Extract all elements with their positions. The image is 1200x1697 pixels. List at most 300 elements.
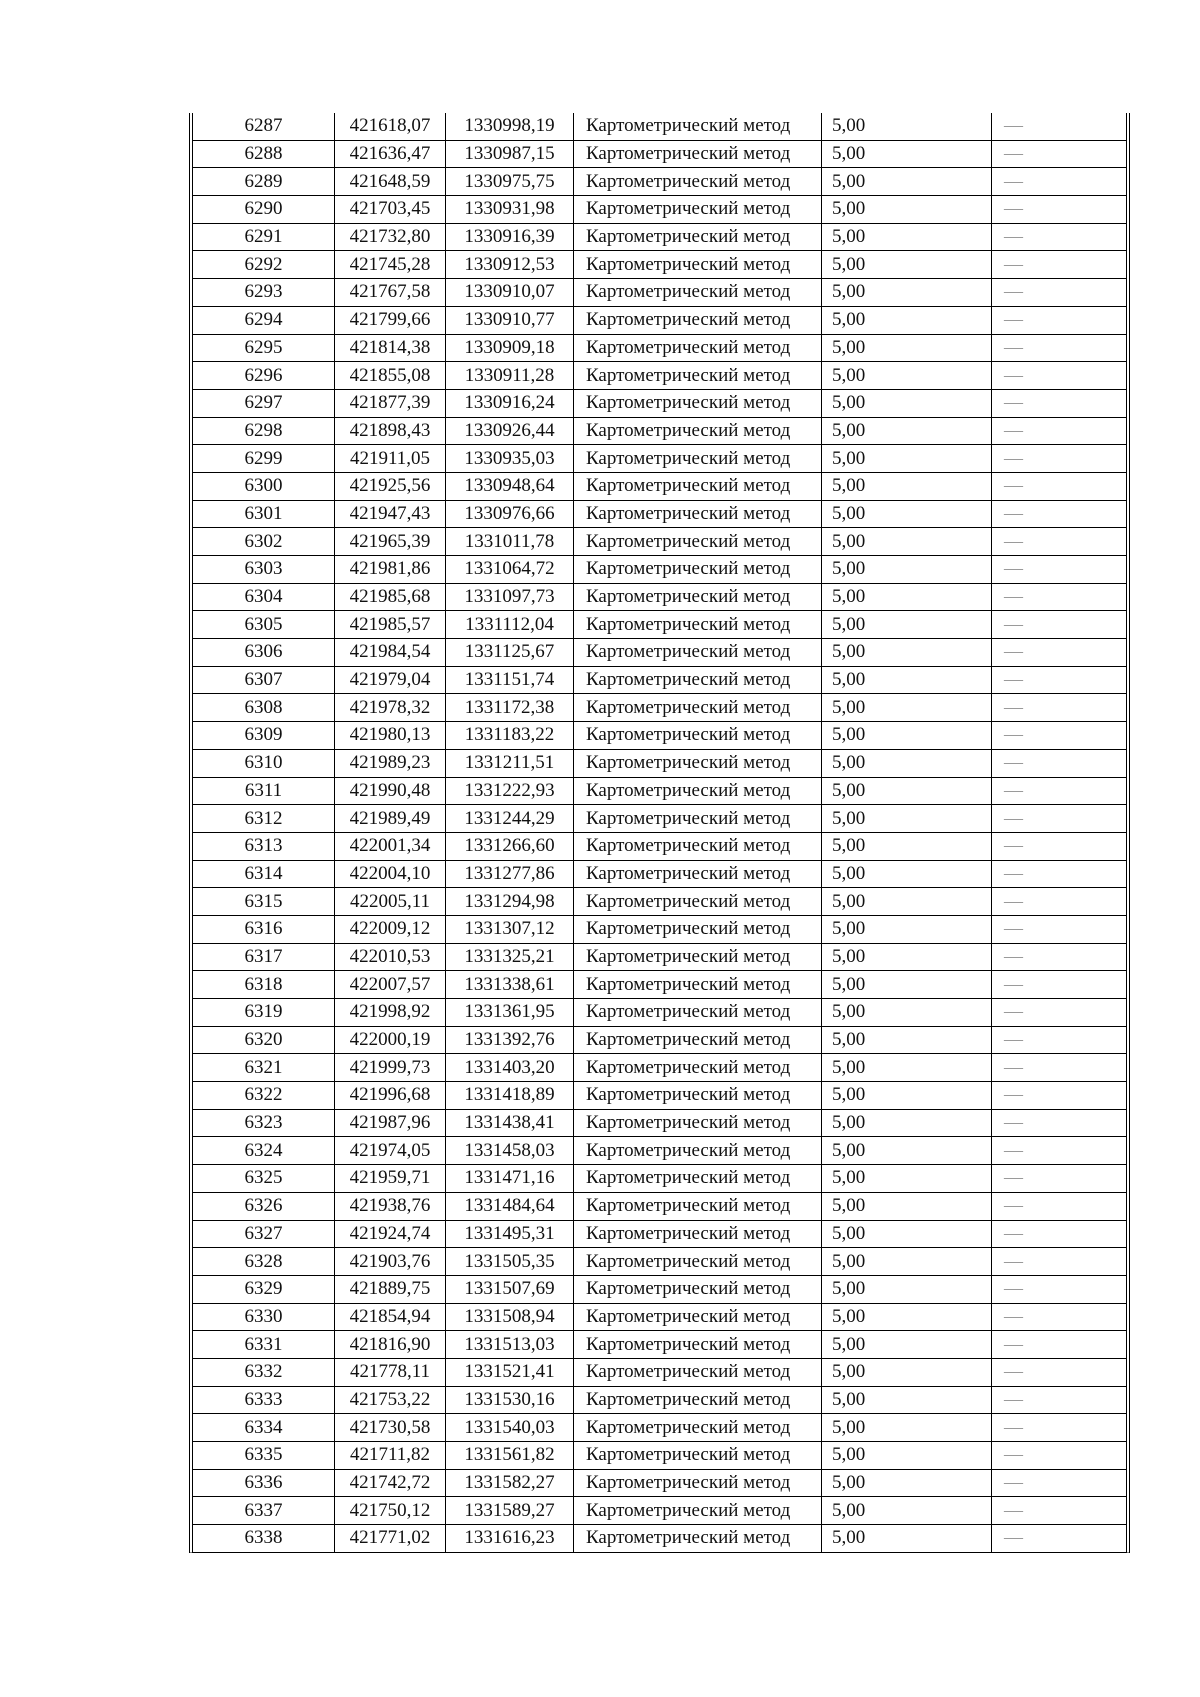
note-cell: — bbox=[992, 860, 1127, 888]
method-cell: Картометрический метод bbox=[574, 500, 822, 528]
note-cell: — bbox=[992, 1165, 1127, 1193]
accuracy-cell: 5,00 bbox=[822, 472, 992, 500]
coordinate-y-cell: 1331471,16 bbox=[446, 1165, 574, 1193]
note-cell: — bbox=[992, 223, 1127, 251]
point-number-cell: 6288 bbox=[193, 140, 335, 168]
table-row bbox=[193, 168, 1126, 196]
note-cell: — bbox=[992, 306, 1127, 334]
table-row bbox=[193, 1442, 1126, 1470]
point-number-cell: 6303 bbox=[193, 556, 335, 584]
method-cell: Картометрический метод bbox=[574, 1192, 822, 1220]
point-number-cell: 6295 bbox=[193, 334, 335, 362]
table-row bbox=[193, 805, 1126, 833]
method-cell: Картометрический метод bbox=[574, 1331, 822, 1359]
method-cell: Картометрический метод bbox=[574, 1358, 822, 1386]
point-number-cell: 6332 bbox=[193, 1358, 335, 1386]
method-cell: Картометрический метод bbox=[574, 999, 822, 1027]
method-cell: Картометрический метод bbox=[574, 1248, 822, 1276]
note-cell: — bbox=[992, 1109, 1127, 1137]
coordinate-x-cell: 421745,28 bbox=[335, 251, 446, 279]
note-cell: — bbox=[992, 777, 1127, 805]
coordinate-x-cell: 422001,34 bbox=[335, 832, 446, 860]
accuracy-cell: 5,00 bbox=[822, 1165, 992, 1193]
accuracy-cell: 5,00 bbox=[822, 334, 992, 362]
coordinate-y-cell: 1331338,61 bbox=[446, 971, 574, 999]
table-row bbox=[193, 694, 1126, 722]
note-cell: — bbox=[992, 583, 1127, 611]
point-number-cell: 6329 bbox=[193, 1275, 335, 1303]
note-cell: — bbox=[992, 971, 1127, 999]
accuracy-cell: 5,00 bbox=[822, 749, 992, 777]
table-row bbox=[193, 306, 1126, 334]
point-number-cell: 6328 bbox=[193, 1248, 335, 1276]
table-row bbox=[193, 389, 1126, 417]
note-cell: — bbox=[992, 1054, 1127, 1082]
table-row bbox=[193, 915, 1126, 943]
method-cell: Картометрический метод bbox=[574, 1275, 822, 1303]
accuracy-cell: 5,00 bbox=[822, 611, 992, 639]
method-cell: Картометрический метод bbox=[574, 639, 822, 667]
method-cell: Картометрический метод bbox=[574, 1414, 822, 1442]
coordinate-x-cell: 422010,53 bbox=[335, 943, 446, 971]
method-cell: Картометрический метод bbox=[574, 1469, 822, 1497]
coordinate-x-cell: 421989,49 bbox=[335, 805, 446, 833]
method-cell: Картометрический метод bbox=[574, 1054, 822, 1082]
table-row bbox=[193, 279, 1126, 307]
note-cell: — bbox=[992, 1275, 1127, 1303]
table-row bbox=[193, 1386, 1126, 1414]
coordinate-y-cell: 1331484,64 bbox=[446, 1192, 574, 1220]
accuracy-cell: 5,00 bbox=[822, 805, 992, 833]
point-number-cell: 6338 bbox=[193, 1525, 335, 1552]
note-cell: — bbox=[992, 1192, 1127, 1220]
coordinate-y-cell: 1330910,77 bbox=[446, 306, 574, 334]
coordinate-x-cell: 421750,12 bbox=[335, 1497, 446, 1525]
table-row bbox=[193, 113, 1126, 140]
method-cell: Картометрический метод bbox=[574, 805, 822, 833]
note-cell: — bbox=[992, 1469, 1127, 1497]
coordinate-y-cell: 1331064,72 bbox=[446, 556, 574, 584]
coordinate-y-cell: 1330909,18 bbox=[446, 334, 574, 362]
coordinate-x-cell: 421974,05 bbox=[335, 1137, 446, 1165]
coordinate-x-cell: 421730,58 bbox=[335, 1414, 446, 1442]
point-number-cell: 6301 bbox=[193, 500, 335, 528]
coordinate-x-cell: 421996,68 bbox=[335, 1082, 446, 1110]
table-row bbox=[193, 1358, 1126, 1386]
coordinate-x-cell: 421903,76 bbox=[335, 1248, 446, 1276]
note-cell: — bbox=[992, 1026, 1127, 1054]
note-cell: — bbox=[992, 943, 1127, 971]
table-row bbox=[193, 556, 1126, 584]
coordinate-y-cell: 1331616,23 bbox=[446, 1525, 574, 1552]
point-number-cell: 6336 bbox=[193, 1469, 335, 1497]
method-cell: Картометрический метод bbox=[574, 1303, 822, 1331]
coordinate-y-cell: 1331125,67 bbox=[446, 639, 574, 667]
note-cell: — bbox=[992, 1082, 1127, 1110]
coordinate-x-cell: 421711,82 bbox=[335, 1442, 446, 1470]
point-number-cell: 6327 bbox=[193, 1220, 335, 1248]
table-row bbox=[193, 1054, 1126, 1082]
coordinate-x-cell: 421965,39 bbox=[335, 528, 446, 556]
method-cell: Картометрический метод bbox=[574, 583, 822, 611]
note-cell: — bbox=[992, 1497, 1127, 1525]
note-cell: — bbox=[992, 168, 1127, 196]
accuracy-cell: 5,00 bbox=[822, 639, 992, 667]
method-cell: Картометрический метод bbox=[574, 749, 822, 777]
coordinate-y-cell: 1331172,38 bbox=[446, 694, 574, 722]
coordinate-y-cell: 1331508,94 bbox=[446, 1303, 574, 1331]
table-row bbox=[193, 583, 1126, 611]
coordinate-y-cell: 1330935,03 bbox=[446, 445, 574, 473]
method-cell: Картометрический метод bbox=[574, 306, 822, 334]
method-cell: Картометрический метод bbox=[574, 971, 822, 999]
method-cell: Картометрический метод bbox=[574, 556, 822, 584]
point-number-cell: 6321 bbox=[193, 1054, 335, 1082]
accuracy-cell: 5,00 bbox=[822, 1386, 992, 1414]
coordinate-x-cell: 421987,96 bbox=[335, 1109, 446, 1137]
table-row bbox=[193, 1275, 1126, 1303]
coordinates-table bbox=[193, 113, 1126, 1552]
method-cell: Картометрический метод bbox=[574, 362, 822, 390]
method-cell: Картометрический метод bbox=[574, 943, 822, 971]
note-cell: — bbox=[992, 1442, 1127, 1470]
point-number-cell: 6319 bbox=[193, 999, 335, 1027]
note-cell: — bbox=[992, 417, 1127, 445]
method-cell: Картометрический метод bbox=[574, 389, 822, 417]
coordinate-y-cell: 1331530,16 bbox=[446, 1386, 574, 1414]
coordinate-y-cell: 1331325,21 bbox=[446, 943, 574, 971]
table-row bbox=[193, 611, 1126, 639]
coordinate-x-cell: 421978,32 bbox=[335, 694, 446, 722]
coordinate-y-cell: 1330912,53 bbox=[446, 251, 574, 279]
coordinate-y-cell: 1330948,64 bbox=[446, 472, 574, 500]
method-cell: Картометрический метод bbox=[574, 196, 822, 224]
point-number-cell: 6333 bbox=[193, 1386, 335, 1414]
accuracy-cell: 5,00 bbox=[822, 1331, 992, 1359]
coordinate-y-cell: 1331244,29 bbox=[446, 805, 574, 833]
coordinate-x-cell: 421911,05 bbox=[335, 445, 446, 473]
accuracy-cell: 5,00 bbox=[822, 1248, 992, 1276]
coordinate-y-cell: 1331361,95 bbox=[446, 999, 574, 1027]
coordinate-y-cell: 1331505,35 bbox=[446, 1248, 574, 1276]
coordinate-y-cell: 1330910,07 bbox=[446, 279, 574, 307]
coordinate-y-cell: 1331112,04 bbox=[446, 611, 574, 639]
accuracy-cell: 5,00 bbox=[822, 1220, 992, 1248]
coordinate-y-cell: 1331183,22 bbox=[446, 722, 574, 750]
point-number-cell: 6311 bbox=[193, 777, 335, 805]
method-cell: Картометрический метод bbox=[574, 1220, 822, 1248]
point-number-cell: 6320 bbox=[193, 1026, 335, 1054]
coordinate-y-cell: 1331097,73 bbox=[446, 583, 574, 611]
coordinate-y-cell: 1331521,41 bbox=[446, 1358, 574, 1386]
note-cell: — bbox=[992, 1386, 1127, 1414]
note-cell: — bbox=[992, 1248, 1127, 1276]
point-number-cell: 6294 bbox=[193, 306, 335, 334]
note-cell: — bbox=[992, 196, 1127, 224]
coordinate-y-cell: 1331011,78 bbox=[446, 528, 574, 556]
coordinate-y-cell: 1330916,24 bbox=[446, 389, 574, 417]
table-row bbox=[193, 666, 1126, 694]
accuracy-cell: 5,00 bbox=[822, 1469, 992, 1497]
method-cell: Картометрический метод bbox=[574, 251, 822, 279]
method-cell: Картометрический метод bbox=[574, 334, 822, 362]
point-number-cell: 6293 bbox=[193, 279, 335, 307]
point-number-cell: 6297 bbox=[193, 389, 335, 417]
coordinate-x-cell: 421732,80 bbox=[335, 223, 446, 251]
table-row bbox=[193, 722, 1126, 750]
accuracy-cell: 5,00 bbox=[822, 251, 992, 279]
point-number-cell: 6314 bbox=[193, 860, 335, 888]
coordinate-x-cell: 422007,57 bbox=[335, 971, 446, 999]
point-number-cell: 6299 bbox=[193, 445, 335, 473]
note-cell: — bbox=[992, 1414, 1127, 1442]
accuracy-cell: 5,00 bbox=[822, 168, 992, 196]
method-cell: Картометрический метод bbox=[574, 1525, 822, 1552]
accuracy-cell: 5,00 bbox=[822, 362, 992, 390]
note-cell: — bbox=[992, 472, 1127, 500]
note-cell: — bbox=[992, 389, 1127, 417]
accuracy-cell: 5,00 bbox=[822, 666, 992, 694]
coordinate-y-cell: 1330976,66 bbox=[446, 500, 574, 528]
table-body bbox=[193, 113, 1126, 1552]
coordinate-y-cell: 1331495,31 bbox=[446, 1220, 574, 1248]
coordinate-x-cell: 421753,22 bbox=[335, 1386, 446, 1414]
accuracy-cell: 5,00 bbox=[822, 1192, 992, 1220]
point-number-cell: 6330 bbox=[193, 1303, 335, 1331]
coordinate-x-cell: 421984,54 bbox=[335, 639, 446, 667]
table-row bbox=[193, 445, 1126, 473]
note-cell: — bbox=[992, 694, 1127, 722]
table-row bbox=[193, 1137, 1126, 1165]
method-cell: Картометрический метод bbox=[574, 915, 822, 943]
coordinate-y-cell: 1331211,51 bbox=[446, 749, 574, 777]
accuracy-cell: 5,00 bbox=[822, 860, 992, 888]
table-row bbox=[193, 749, 1126, 777]
coordinate-y-cell: 1331458,03 bbox=[446, 1137, 574, 1165]
note-cell: — bbox=[992, 805, 1127, 833]
coordinate-x-cell: 421814,38 bbox=[335, 334, 446, 362]
table-row bbox=[193, 777, 1126, 805]
table-row bbox=[193, 971, 1126, 999]
table-row bbox=[193, 832, 1126, 860]
table-row bbox=[193, 888, 1126, 916]
table-row bbox=[193, 500, 1126, 528]
coordinate-y-cell: 1331540,03 bbox=[446, 1414, 574, 1442]
coordinate-y-cell: 1331582,27 bbox=[446, 1469, 574, 1497]
note-cell: — bbox=[992, 528, 1127, 556]
coordinate-y-cell: 1331266,60 bbox=[446, 832, 574, 860]
point-number-cell: 6323 bbox=[193, 1109, 335, 1137]
table-row bbox=[193, 140, 1126, 168]
table-row bbox=[193, 472, 1126, 500]
coordinate-x-cell: 421979,04 bbox=[335, 666, 446, 694]
point-number-cell: 6331 bbox=[193, 1331, 335, 1359]
table-row bbox=[193, 417, 1126, 445]
accuracy-cell: 5,00 bbox=[822, 1054, 992, 1082]
coordinate-x-cell: 421985,57 bbox=[335, 611, 446, 639]
accuracy-cell: 5,00 bbox=[822, 1082, 992, 1110]
note-cell: — bbox=[992, 611, 1127, 639]
coordinate-x-cell: 421925,56 bbox=[335, 472, 446, 500]
method-cell: Картометрический метод bbox=[574, 722, 822, 750]
coordinate-y-cell: 1331307,12 bbox=[446, 915, 574, 943]
table-row bbox=[193, 1082, 1126, 1110]
point-number-cell: 6309 bbox=[193, 722, 335, 750]
method-cell: Картометрический метод bbox=[574, 1109, 822, 1137]
point-number-cell: 6334 bbox=[193, 1414, 335, 1442]
point-number-cell: 6317 bbox=[193, 943, 335, 971]
accuracy-cell: 5,00 bbox=[822, 528, 992, 556]
note-cell: — bbox=[992, 1358, 1127, 1386]
coordinate-y-cell: 1330987,15 bbox=[446, 140, 574, 168]
coordinate-y-cell: 1331403,20 bbox=[446, 1054, 574, 1082]
point-number-cell: 6322 bbox=[193, 1082, 335, 1110]
table-row bbox=[193, 1525, 1126, 1552]
coordinate-x-cell: 421799,66 bbox=[335, 306, 446, 334]
method-cell: Картометрический метод bbox=[574, 528, 822, 556]
table-row bbox=[193, 362, 1126, 390]
method-cell: Картометрический метод bbox=[574, 666, 822, 694]
coordinate-y-cell: 1331222,93 bbox=[446, 777, 574, 805]
coordinate-x-cell: 422009,12 bbox=[335, 915, 446, 943]
accuracy-cell: 5,00 bbox=[822, 113, 992, 140]
method-cell: Картометрический метод bbox=[574, 113, 822, 140]
coordinate-x-cell: 421938,76 bbox=[335, 1192, 446, 1220]
accuracy-cell: 5,00 bbox=[822, 417, 992, 445]
method-cell: Картометрический метод bbox=[574, 472, 822, 500]
accuracy-cell: 5,00 bbox=[822, 1497, 992, 1525]
coordinate-x-cell: 421985,68 bbox=[335, 583, 446, 611]
coordinate-x-cell: 421877,39 bbox=[335, 389, 446, 417]
coordinate-x-cell: 421767,58 bbox=[335, 279, 446, 307]
coordinate-y-cell: 1331589,27 bbox=[446, 1497, 574, 1525]
coordinate-y-cell: 1330916,39 bbox=[446, 223, 574, 251]
coordinate-x-cell: 421771,02 bbox=[335, 1525, 446, 1552]
note-cell: — bbox=[992, 334, 1127, 362]
table-row bbox=[193, 1497, 1126, 1525]
method-cell: Картометрический метод bbox=[574, 1082, 822, 1110]
coordinate-x-cell: 421981,86 bbox=[335, 556, 446, 584]
point-number-cell: 6310 bbox=[193, 749, 335, 777]
point-number-cell: 6308 bbox=[193, 694, 335, 722]
coordinate-x-cell: 421636,47 bbox=[335, 140, 446, 168]
note-cell: — bbox=[992, 722, 1127, 750]
method-cell: Картометрический метод bbox=[574, 1386, 822, 1414]
coordinate-x-cell: 422000,19 bbox=[335, 1026, 446, 1054]
coordinate-x-cell: 421898,43 bbox=[335, 417, 446, 445]
note-cell: — bbox=[992, 888, 1127, 916]
table-row bbox=[193, 639, 1126, 667]
coordinate-x-cell: 421855,08 bbox=[335, 362, 446, 390]
note-cell: — bbox=[992, 362, 1127, 390]
coordinate-y-cell: 1330911,28 bbox=[446, 362, 574, 390]
method-cell: Картометрический метод bbox=[574, 860, 822, 888]
accuracy-cell: 5,00 bbox=[822, 999, 992, 1027]
point-number-cell: 6302 bbox=[193, 528, 335, 556]
accuracy-cell: 5,00 bbox=[822, 722, 992, 750]
table-row bbox=[193, 1220, 1126, 1248]
accuracy-cell: 5,00 bbox=[822, 915, 992, 943]
coordinate-y-cell: 1331561,82 bbox=[446, 1442, 574, 1470]
point-number-cell: 6300 bbox=[193, 472, 335, 500]
point-number-cell: 6305 bbox=[193, 611, 335, 639]
method-cell: Картометрический метод bbox=[574, 1165, 822, 1193]
method-cell: Картометрический метод bbox=[574, 1497, 822, 1525]
point-number-cell: 6316 bbox=[193, 915, 335, 943]
note-cell: — bbox=[992, 1331, 1127, 1359]
note-cell: — bbox=[992, 999, 1127, 1027]
point-number-cell: 6289 bbox=[193, 168, 335, 196]
coordinate-x-cell: 421947,43 bbox=[335, 500, 446, 528]
coordinate-x-cell: 421618,07 bbox=[335, 113, 446, 140]
note-cell: — bbox=[992, 251, 1127, 279]
accuracy-cell: 5,00 bbox=[822, 1525, 992, 1552]
accuracy-cell: 5,00 bbox=[822, 1109, 992, 1137]
point-number-cell: 6290 bbox=[193, 196, 335, 224]
accuracy-cell: 5,00 bbox=[822, 196, 992, 224]
accuracy-cell: 5,00 bbox=[822, 556, 992, 584]
coordinate-x-cell: 421990,48 bbox=[335, 777, 446, 805]
accuracy-cell: 5,00 bbox=[822, 140, 992, 168]
table-row bbox=[193, 251, 1126, 279]
table-row bbox=[193, 528, 1126, 556]
coordinate-x-cell: 421959,71 bbox=[335, 1165, 446, 1193]
table-row bbox=[193, 1248, 1126, 1276]
coordinate-x-cell: 421703,45 bbox=[335, 196, 446, 224]
method-cell: Картометрический метод bbox=[574, 1442, 822, 1470]
note-cell: — bbox=[992, 639, 1127, 667]
coordinate-x-cell: 421816,90 bbox=[335, 1331, 446, 1359]
accuracy-cell: 5,00 bbox=[822, 223, 992, 251]
note-cell: — bbox=[992, 140, 1127, 168]
table-row bbox=[193, 223, 1126, 251]
note-cell: — bbox=[992, 1303, 1127, 1331]
note-cell: — bbox=[992, 915, 1127, 943]
accuracy-cell: 5,00 bbox=[822, 445, 992, 473]
table-row bbox=[193, 1414, 1126, 1442]
point-number-cell: 6307 bbox=[193, 666, 335, 694]
accuracy-cell: 5,00 bbox=[822, 583, 992, 611]
point-number-cell: 6292 bbox=[193, 251, 335, 279]
point-number-cell: 6287 bbox=[193, 113, 335, 140]
accuracy-cell: 5,00 bbox=[822, 1275, 992, 1303]
point-number-cell: 6298 bbox=[193, 417, 335, 445]
coordinate-y-cell: 1330926,44 bbox=[446, 417, 574, 445]
accuracy-cell: 5,00 bbox=[822, 500, 992, 528]
note-cell: — bbox=[992, 500, 1127, 528]
coordinate-x-cell: 421980,13 bbox=[335, 722, 446, 750]
note-cell: — bbox=[992, 1137, 1127, 1165]
method-cell: Картометрический метод bbox=[574, 888, 822, 916]
method-cell: Картометрический метод bbox=[574, 168, 822, 196]
accuracy-cell: 5,00 bbox=[822, 888, 992, 916]
method-cell: Картометрический метод bbox=[574, 1026, 822, 1054]
method-cell: Картометрический метод bbox=[574, 1137, 822, 1165]
coordinate-y-cell: 1330931,98 bbox=[446, 196, 574, 224]
accuracy-cell: 5,00 bbox=[822, 694, 992, 722]
coordinate-y-cell: 1331438,41 bbox=[446, 1109, 574, 1137]
accuracy-cell: 5,00 bbox=[822, 1137, 992, 1165]
note-cell: — bbox=[992, 113, 1127, 140]
method-cell: Картометрический метод bbox=[574, 777, 822, 805]
accuracy-cell: 5,00 bbox=[822, 1414, 992, 1442]
method-cell: Картометрический метод bbox=[574, 279, 822, 307]
point-number-cell: 6304 bbox=[193, 583, 335, 611]
accuracy-cell: 5,00 bbox=[822, 1026, 992, 1054]
coordinate-x-cell: 421998,92 bbox=[335, 999, 446, 1027]
accuracy-cell: 5,00 bbox=[822, 943, 992, 971]
method-cell: Картометрический метод bbox=[574, 694, 822, 722]
